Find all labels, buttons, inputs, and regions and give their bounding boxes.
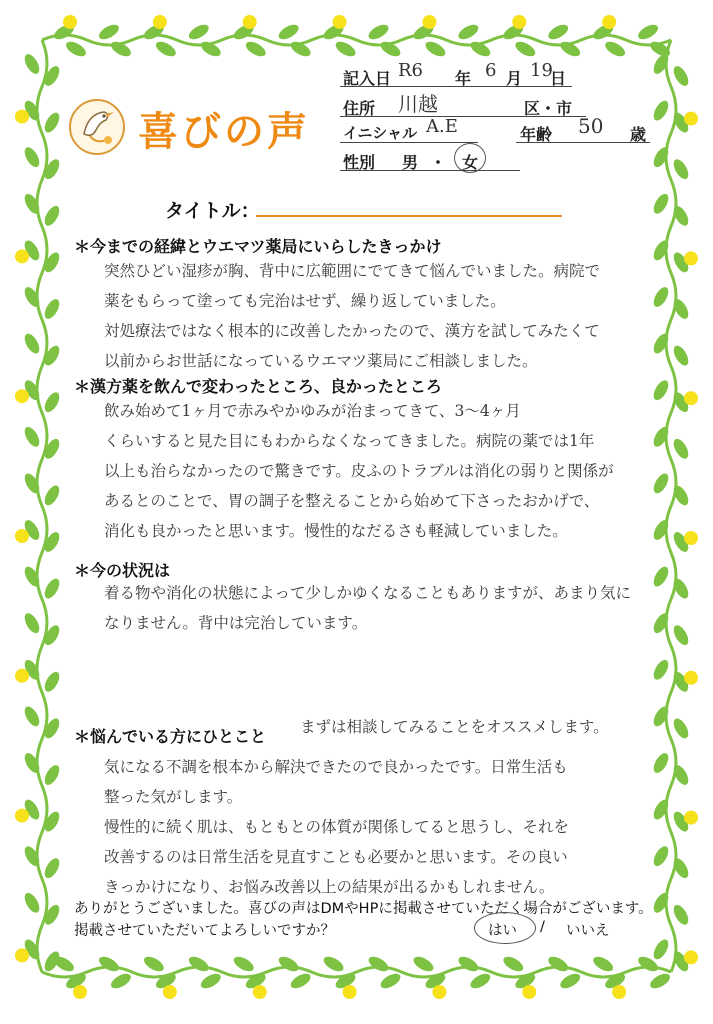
leaf-icon bbox=[187, 954, 212, 975]
leaf-icon bbox=[288, 971, 313, 992]
leaf-icon bbox=[97, 22, 122, 43]
leaf-icon bbox=[651, 658, 672, 683]
leaf-icon bbox=[591, 954, 616, 975]
text-line: なりません。背中は完治しています。 bbox=[104, 614, 368, 632]
age-label: 年齢 bbox=[520, 125, 553, 144]
leaf-icon bbox=[636, 22, 661, 43]
leaf-icon bbox=[321, 954, 346, 975]
flower-icon bbox=[15, 110, 29, 124]
leaf-icon bbox=[154, 39, 179, 60]
day-label: 日 bbox=[550, 69, 567, 88]
month-label: 月 bbox=[506, 69, 523, 88]
date-era: R6 bbox=[398, 60, 424, 81]
text-line: きっかけになり、お悩み改善以上の結果が出るかもしれません。 bbox=[104, 878, 555, 896]
flower-icon bbox=[522, 985, 536, 999]
section-heading-background: ＊今までの経緯とウエマツ薬局にいらしたきっかけ bbox=[74, 237, 442, 256]
text-line: あるとのことで、胃の調子を整えることから始めて下さったおかげで、 bbox=[104, 492, 600, 510]
leaf-icon bbox=[22, 891, 43, 916]
ward-city-label: 区・市 bbox=[524, 99, 573, 118]
flower-icon bbox=[422, 15, 436, 29]
flower-icon bbox=[15, 809, 29, 823]
footer-yes[interactable]: はい bbox=[488, 923, 517, 939]
leaf-icon bbox=[42, 390, 63, 415]
leaf-icon bbox=[42, 483, 63, 508]
flower-icon bbox=[512, 15, 526, 29]
section-body-current bbox=[104, 578, 631, 638]
vine-stem bbox=[42, 35, 671, 45]
text-line: 整った気がします。 bbox=[104, 788, 243, 806]
leaf-icon bbox=[651, 751, 672, 776]
leaf-icon bbox=[22, 52, 43, 77]
address-label: 住所 bbox=[343, 99, 376, 118]
leaf-icon bbox=[546, 954, 571, 975]
leaf-icon bbox=[22, 145, 43, 170]
sex-separator: ・ bbox=[430, 153, 447, 172]
section-body-background bbox=[104, 256, 600, 376]
leaf-icon bbox=[671, 343, 692, 368]
leaf-icon bbox=[671, 157, 692, 182]
month-value: 6 bbox=[485, 60, 497, 81]
flower-icon bbox=[432, 985, 446, 999]
leaf-icon bbox=[671, 903, 692, 928]
page-title: 喜びの声 bbox=[138, 109, 310, 155]
text-line: 着る物や消化の状態によって少しかゆくなることもありますが、あまり気に bbox=[104, 584, 632, 602]
leaf-icon bbox=[456, 22, 481, 43]
leaf-icon bbox=[671, 437, 692, 462]
footer-separator: / bbox=[540, 919, 545, 935]
leaf-icon bbox=[456, 954, 481, 975]
text-line: 消化も良かったと思います。慢性的なだるさも軽減していました。 bbox=[104, 522, 568, 540]
year-label: 年 bbox=[455, 69, 472, 88]
text-line: 薬をもらって塗っても完治はせず、繰り返していました。 bbox=[104, 292, 506, 310]
leaf-icon bbox=[671, 64, 692, 89]
leaf-icon bbox=[651, 192, 672, 217]
initial-label: イニシャル bbox=[343, 124, 418, 142]
leaf-icon bbox=[468, 971, 493, 992]
leaf-icon bbox=[651, 378, 672, 403]
flower-icon bbox=[253, 985, 267, 999]
vine-stem bbox=[666, 40, 676, 972]
text-line: 飲み始めて1ヶ月で赤みやかゆみが治まってきて、3〜4ヶ月 bbox=[104, 402, 521, 420]
leaf-icon bbox=[546, 22, 571, 43]
leaf-icon bbox=[22, 331, 43, 356]
footer-question: 掲載させていただいてよろしいですか？ bbox=[74, 923, 335, 939]
sex-female: 女 bbox=[462, 153, 479, 172]
leaf-icon bbox=[651, 98, 672, 123]
text-line: 以上も治らなかったので驚きです。皮ふのトラブルは消化の弱りと関係が bbox=[104, 462, 614, 480]
leaf-icon bbox=[22, 611, 43, 636]
leaf-icon bbox=[199, 971, 224, 992]
leaf-icon bbox=[671, 623, 692, 648]
yes-selected-circle bbox=[474, 912, 536, 944]
flower-icon bbox=[684, 950, 698, 964]
text-line: 改善するのは日常生活を見直すことも必要かと思います。その良い bbox=[104, 848, 568, 866]
leaf-icon bbox=[42, 204, 63, 229]
leaf-icon bbox=[231, 954, 256, 975]
flower-icon bbox=[684, 811, 698, 825]
leaf-icon bbox=[501, 954, 526, 975]
text-line: 以前からお世話になっているウエマツ薬局にご相談しました。 bbox=[104, 352, 538, 370]
sex-underline bbox=[340, 170, 520, 171]
date-label: 記入日 bbox=[343, 69, 392, 88]
flower-icon bbox=[15, 529, 29, 543]
leaf-icon bbox=[651, 844, 672, 869]
flower-icon bbox=[602, 15, 616, 29]
leaf-icon bbox=[378, 971, 403, 992]
leaf-icon bbox=[366, 954, 391, 975]
text-line: くらいすると見た目にもわからなくなってきました。病院の薬では1年 bbox=[104, 432, 595, 450]
title-row-label: タイトル： bbox=[165, 200, 260, 222]
leaf-icon bbox=[651, 285, 672, 310]
leaf-icon bbox=[64, 39, 89, 60]
flower-icon bbox=[15, 249, 29, 263]
leaf-icon bbox=[22, 704, 43, 729]
text-line: 慢性的に続く肌は、もともとの体質が関係してると思うし、それを bbox=[104, 818, 570, 836]
flower-icon bbox=[63, 15, 77, 29]
section-heading-message: ＊悩んでいる方にひとこと bbox=[74, 727, 267, 746]
sex-selected-circle bbox=[454, 143, 486, 173]
flower-icon bbox=[684, 391, 698, 405]
flower-icon bbox=[243, 15, 257, 29]
leaf-icon bbox=[42, 576, 63, 601]
section-body-changes bbox=[104, 396, 614, 546]
leaf-icon bbox=[411, 954, 436, 975]
text-line: 対処療法ではなく根本的に改善したかったので、漢方を試してみたくて bbox=[104, 322, 600, 340]
flower-icon bbox=[73, 985, 87, 999]
leaf-icon bbox=[651, 564, 672, 589]
title-row-underline bbox=[256, 215, 562, 217]
age-underline bbox=[516, 142, 650, 143]
logo-emblem bbox=[66, 96, 128, 158]
leaf-icon bbox=[22, 425, 43, 450]
flower-icon bbox=[153, 15, 167, 29]
leaf-icon bbox=[42, 856, 63, 881]
leaf-icon bbox=[558, 971, 583, 992]
flower-icon bbox=[684, 671, 698, 685]
flower-icon bbox=[333, 15, 347, 29]
address-underline bbox=[340, 116, 586, 117]
age-value: 50 bbox=[578, 114, 604, 138]
age-unit: 歳 bbox=[630, 125, 647, 144]
leaf-icon bbox=[423, 39, 448, 60]
leaf-icon bbox=[187, 22, 212, 43]
flower-icon bbox=[612, 985, 626, 999]
leaf-icon bbox=[42, 670, 63, 695]
section-heading-changes: ＊漢方薬を飲んで変わったところ、良かったところ bbox=[74, 377, 442, 396]
section-heading-current: ＊今の状況は bbox=[74, 561, 171, 580]
flower-icon bbox=[163, 985, 177, 999]
address-value: 川越 bbox=[398, 92, 438, 116]
flower-icon bbox=[15, 948, 29, 962]
flower-icon bbox=[684, 251, 698, 265]
footer-thanks: ありがとうございました。喜びの声はDMやHPに掲載させていただく場合がございます。 bbox=[74, 901, 653, 917]
leaf-icon bbox=[333, 39, 358, 60]
leaf-icon bbox=[243, 39, 268, 60]
flower-icon bbox=[684, 112, 698, 126]
leaf-icon bbox=[109, 971, 134, 992]
leaf-icon bbox=[513, 39, 538, 60]
vine-stem bbox=[37, 40, 47, 972]
text-line: 突然ひどい湿疹が胸、背中に広範囲にでてきて悩んでいました。病院で bbox=[104, 262, 601, 280]
text-line: 気になる不調を根本から解決できたので良かったです。日常生活も bbox=[104, 758, 568, 776]
sex-male: 男 bbox=[402, 153, 419, 172]
leaf-icon bbox=[276, 22, 301, 43]
leaf-icon bbox=[648, 971, 673, 992]
footer-no[interactable]: いいえ bbox=[566, 923, 610, 939]
leaf-icon bbox=[651, 937, 672, 962]
leaf-icon bbox=[366, 22, 391, 43]
flower-icon bbox=[684, 531, 698, 545]
leaf-icon bbox=[651, 471, 672, 496]
initial-underline bbox=[340, 142, 478, 143]
leaf-icon bbox=[603, 39, 628, 60]
flower-icon bbox=[343, 985, 357, 999]
leaf-icon bbox=[42, 297, 63, 322]
section-body-message bbox=[104, 752, 569, 902]
leaf-icon bbox=[142, 954, 167, 975]
flower-icon bbox=[15, 389, 29, 403]
sex-label: 性別 bbox=[343, 153, 376, 172]
initial-value: A.E bbox=[426, 116, 458, 137]
leaf-icon bbox=[671, 716, 692, 741]
section-inline-message: まずは相談してみることをオススメします。 bbox=[300, 718, 609, 736]
leaf-icon bbox=[42, 110, 63, 135]
date-underline bbox=[340, 86, 572, 87]
leaf-icon bbox=[42, 763, 63, 788]
leaf-icon bbox=[97, 954, 122, 975]
flower-icon bbox=[15, 669, 29, 683]
leaf-icon bbox=[276, 954, 301, 975]
day-value: 19 bbox=[530, 60, 553, 81]
